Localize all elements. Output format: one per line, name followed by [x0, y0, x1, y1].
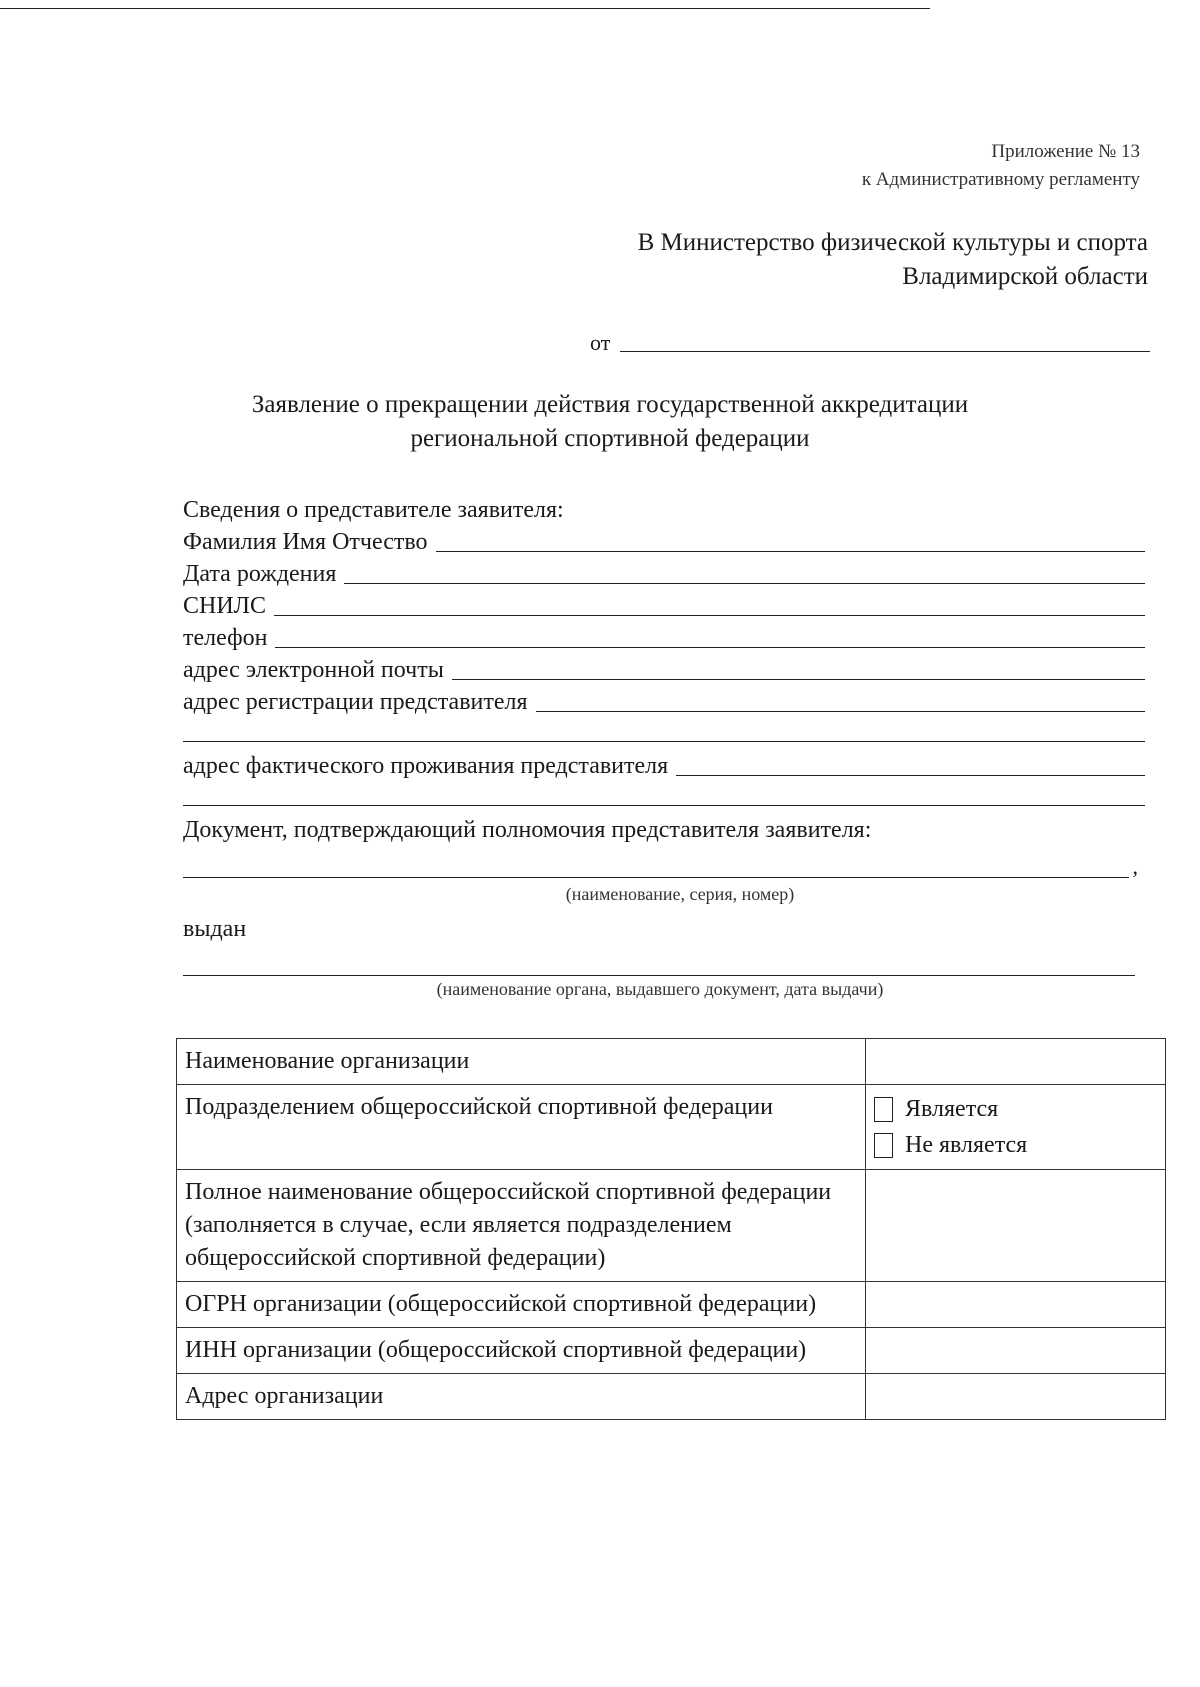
- table-row: [177, 1085, 1166, 1170]
- birth-date-row: [183, 556, 1145, 588]
- representative-section: [183, 492, 1145, 844]
- actual-address-continuation-field[interactable]: [183, 787, 1145, 806]
- table-row: [177, 1170, 1166, 1282]
- snils-row: [183, 588, 1145, 620]
- org-address-value-cell[interactable]: [866, 1374, 1166, 1420]
- appendix-number: Приложение № 13: [991, 141, 1140, 162]
- from-label: от: [590, 330, 611, 355]
- snils-field[interactable]: [274, 597, 1145, 616]
- scan-edge-line: [0, 8, 930, 9]
- reg-address-continuation-row: [183, 716, 1145, 748]
- option-is-not-label: Не является: [905, 1131, 1028, 1158]
- ogrn-value-cell[interactable]: [866, 1282, 1166, 1328]
- checkbox-icon[interactable]: [874, 1097, 893, 1122]
- actual-address-continuation-row: [183, 780, 1145, 812]
- title-line-1: Заявление о прекращении действия государственной аккредитации: [251, 391, 969, 418]
- addressee-region: Владимирской области: [902, 263, 1148, 290]
- table-row: [177, 1282, 1166, 1328]
- option-is-label: Является: [905, 1095, 999, 1122]
- subdivision-options-cell: [866, 1085, 1166, 1170]
- option-is-not[interactable]: [874, 1127, 1155, 1163]
- email-row: [183, 652, 1145, 684]
- email-field[interactable]: [452, 661, 1145, 680]
- addressee-block: [638, 226, 1148, 294]
- actual-address-field[interactable]: [676, 757, 1145, 776]
- addressee-ministry: В Министерство физической культуры и спорта: [637, 229, 1148, 256]
- organization-table: [176, 1038, 1166, 1420]
- checkbox-icon[interactable]: [874, 1133, 893, 1158]
- issued-label: выдан: [183, 916, 247, 942]
- option-is[interactable]: [874, 1091, 1155, 1127]
- ogrn-label: ОГРН организации (общероссийской спортивной федерации): [177, 1282, 866, 1328]
- fio-label: Фамилия Имя Отчество: [183, 529, 428, 555]
- fio-row: [183, 524, 1145, 556]
- authority-doc-row: [183, 812, 1145, 844]
- org-address-label: Адрес организации: [177, 1374, 866, 1420]
- from-field[interactable]: [620, 333, 1150, 352]
- org-name-label: Наименование организации: [177, 1039, 866, 1085]
- authority-doc-label: Документ, подтверждающий полномочия представителя заявителя:: [183, 817, 872, 843]
- inn-label: ИНН организации (общероссийской спортивной федерации): [177, 1328, 866, 1374]
- actual-address-row: [183, 748, 1145, 780]
- table-row: [177, 1039, 1166, 1085]
- appendix-reference: к Административному регламенту: [861, 169, 1140, 190]
- document-title: [180, 388, 1040, 456]
- inn-value-cell[interactable]: [866, 1328, 1166, 1374]
- authority-doc-caption: (наименование, серия, номер): [565, 884, 795, 904]
- issuer-caption: (наименование органа, выдавшего документ, дата выдачи): [436, 979, 884, 999]
- snils-label: СНИЛС: [183, 593, 266, 619]
- phone-label: телефон: [183, 625, 268, 651]
- birth-date-field[interactable]: [344, 565, 1145, 584]
- authority-doc-comma: ,: [1132, 854, 1138, 879]
- issuer-field[interactable]: [183, 975, 1135, 976]
- federation-full-name-value-cell[interactable]: [866, 1170, 1166, 1282]
- representative-heading: [183, 492, 1145, 524]
- title-line-2: региональной спортивной федерации: [410, 425, 810, 452]
- authority-doc-line-row: [183, 854, 1138, 880]
- table-row: [177, 1374, 1166, 1420]
- phone-field[interactable]: [275, 629, 1145, 648]
- appendix-note: [862, 138, 1140, 194]
- birth-date-label: Дата рождения: [183, 561, 337, 587]
- subdivision-label: Подразделением общероссийской спортивной федерации: [177, 1085, 866, 1170]
- reg-address-continuation-field[interactable]: [183, 723, 1145, 742]
- federation-full-name-label: Полное наименование общероссийской спортивной федерации (заполняется в случае, если является подразделением общероссийской спортивной федерации): [177, 1170, 866, 1282]
- representative-heading-text: Сведения о представителе заявителя:: [183, 497, 564, 523]
- reg-address-row: [183, 684, 1145, 716]
- authority-doc-field[interactable]: [183, 867, 1129, 878]
- org-name-value-cell[interactable]: [866, 1039, 1166, 1085]
- fio-field[interactable]: [436, 533, 1145, 552]
- reg-address-field[interactable]: [536, 693, 1145, 712]
- email-label: адрес электронной почты: [183, 657, 444, 683]
- reg-address-label: адрес регистрации представителя: [183, 689, 528, 715]
- from-row: [590, 326, 1150, 356]
- actual-address-label: адрес фактического проживания представителя: [183, 753, 669, 779]
- phone-row: [183, 620, 1145, 652]
- table-row: [177, 1328, 1166, 1374]
